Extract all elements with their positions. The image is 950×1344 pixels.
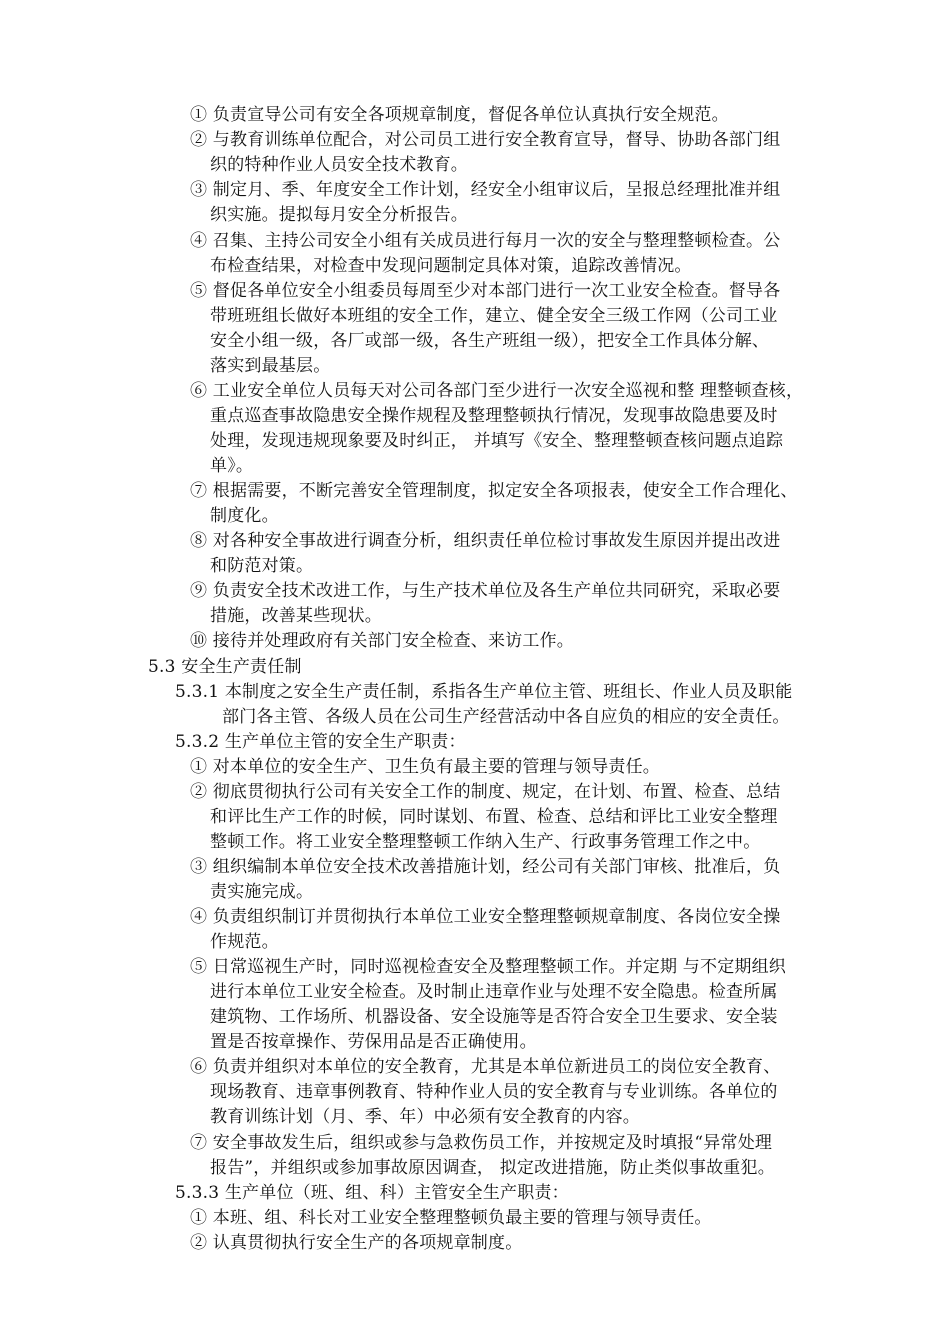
text-line: 措施，改善某些现状。 (210, 606, 382, 626)
text-line: ⑨ 负责安全技术改进工作，与生产技术单位及各生产单位共同研究，采取必要 (190, 581, 781, 601)
text-line: 和防范对策。 (210, 556, 314, 576)
text-line: 责实施完成。 (210, 882, 314, 902)
section-heading: 5.3 安全生产责任制 (148, 657, 302, 677)
text-line: ① 本班、组、科长对工业安全整理整顿负最主要的管理与领导责任。 (190, 1208, 712, 1228)
text-line: 带班班组长做好本班组的安全工作，建立、健全安全三级工作网（公司工业 (210, 306, 778, 326)
text-line: 建筑物、工作场所、机器设备、安全设施等是否符合安全卫生要求、安全装 (210, 1007, 778, 1027)
text-line: ③ 组织编制本单位安全技术改善措施计划，经公司有关部门审核、批准后，负 (190, 857, 781, 877)
text-line: 作规范。 (210, 932, 279, 952)
text-line: ② 与教育训练单位配合，对公司员工进行安全教育宣导，督导、协助各部门组 (190, 130, 781, 150)
text-line: ⑦ 安全事故发生后，组织或参与急救伤员工作，并按规定及时填报“异常处理 (190, 1133, 773, 1153)
text-line: 置是否按章操作、劳保用品是否正确使用。 (210, 1032, 537, 1052)
text-line: 重点巡查事故隐患安全操作规程及整理整顿执行情况，发现事故隐患要及时 (210, 406, 778, 426)
text-line: ⑤ 日常巡视生产时，同时巡视检查安全及整理整顿工作。并定期 与不定期组织 (190, 957, 787, 977)
text-line: ① 负责宣导公司有安全各项规章制度，督促各单位认真执行安全规范。 (190, 105, 729, 125)
text-line: ② 认真贯彻执行安全生产的各项规章制度。 (190, 1233, 523, 1253)
text-line: ⑧ 对各种安全事故进行调查分析，组织责任单位检讨事故发生原因并提出改进 (190, 531, 781, 551)
subsection-heading: 5.3.2 生产单位主管的安全生产职责： (175, 732, 466, 752)
text-line: 落实到最基层。 (210, 356, 331, 376)
text-line: 5.3.1 本制度之安全生产责任制，系指各生产单位主管、班组长、作业人员及职能 (175, 682, 793, 702)
text-line: 织实施。提拟每月安全分析报告。 (210, 205, 468, 225)
text-line: 和评比生产工作的时候，同时谋划、布置、检查、总结和评比工业安全整理 (210, 807, 778, 827)
text-line: ⑥ 工业安全单位人员每天对公司各部门至少进行一次安全巡视和整 理整顿查核， (190, 381, 804, 401)
text-line: 进行本单位工业安全检查。及时制止违章作业与处理不安全隐患。检查所属 (210, 982, 778, 1002)
text-line: ⑩ 接待并处理政府有关部门安全检查、来访工作。 (190, 631, 575, 651)
text-line: ⑤ 督促各单位安全小组委员每周至少对本部门进行一次工业安全检查。督导各 (190, 281, 781, 301)
text-line: 处理，发现违规现象要及时纠正， 并填写《安全、整理整顿查核问题点追踪 (210, 431, 784, 451)
text-line: ④ 负责组织制订并贯彻执行本单位工业安全整理整顿规章制度、各岗位安全操 (190, 907, 781, 927)
text-line: 制度化。 (210, 506, 279, 526)
text-line: 现场教育、违章事例教育、特种作业人员的安全教育与专业训练。各单位的 (210, 1082, 778, 1102)
text-line: ③ 制定月、季、年度安全工作计划，经安全小组审议后，呈报总经理批准并组 (190, 180, 781, 200)
text-line: ① 对本单位的安全生产、卫生负有最主要的管理与领导责任。 (190, 757, 661, 777)
text-line: ② 彻底贯彻执行公司有关安全工作的制度、规定，在计划、布置、检查、总结 (190, 782, 781, 802)
text-line: 织的特种作业人员安全技术教育。 (210, 155, 468, 175)
text-line: 教育训练计划（月、季、年）中必须有安全教育的内容。 (210, 1107, 640, 1127)
text-line: ⑥ 负责并组织对本单位的安全教育，尤其是本单位新进员工的岗位安全教育、 (190, 1057, 781, 1077)
subsection-heading: 5.3.3 生产单位（班、组、科）主管安全生产职责： (175, 1183, 569, 1203)
text-line: ④ 召集、主持公司安全小组有关成员进行每月一次的安全与整理整顿检查。公 (190, 231, 781, 251)
text-line: 报告”，并组织或参加事故原因调查， 拟定改进措施，防止类似事故重犯。 (210, 1158, 775, 1178)
text-line: 整顿工作。将工业安全整理整顿工作纳入生产、行政事务管理工作之中。 (210, 832, 761, 852)
text-line: 安全小组一级，各厂或部一级，各生产班组一级），把安全工作具体分解、 (210, 331, 770, 351)
text-line: 部门各主管、各级人员在公司生产经营活动中各自应负的相应的安全责任。 (222, 707, 790, 727)
text-line: 单》。 (210, 456, 254, 476)
text-line: 布检查结果，对检查中发现问题制定具体对策，追踪改善情况。 (210, 256, 692, 276)
text-line: ⑦ 根据需要，不断完善安全管理制度，拟定安全各项报表，使安全工作合理化、 (190, 481, 798, 501)
